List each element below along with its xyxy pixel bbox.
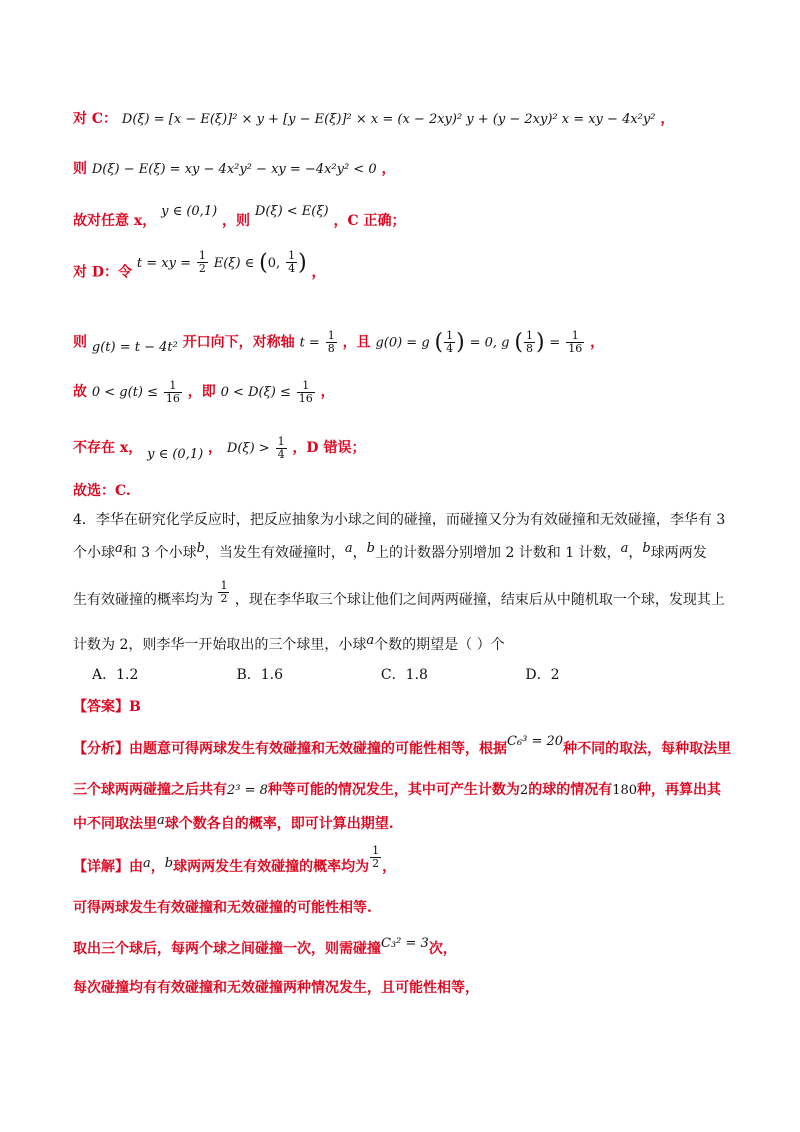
combination-formula: C₃² = 3 bbox=[381, 936, 429, 951]
text-fragment: 种等可能的情况发生，其中可产生计数为 bbox=[267, 782, 520, 798]
then-label: 则 bbox=[73, 161, 87, 177]
text-fragment: 三个球两两碰撞之后共有 bbox=[73, 782, 227, 798]
text-fragment: ，现在李华取三个球让他们之间两两碰撞，结束后从中随机取一个球，发现其上 bbox=[234, 592, 725, 609]
text: 不存在 x， bbox=[73, 440, 143, 457]
text: 故 bbox=[73, 384, 87, 401]
text-fragment bbox=[164, 380, 182, 404]
text-fragment: 2 bbox=[198, 262, 206, 275]
text-fragment: 16 bbox=[298, 391, 313, 405]
text-fragment: a bbox=[157, 813, 165, 828]
text-fragment: ( bbox=[259, 250, 268, 275]
combination-formula: C₆³ = 20 bbox=[507, 734, 564, 749]
option-a[interactable]: A．1.2 bbox=[92, 667, 139, 683]
inequality-formula: D(ξ) < E(ξ) bbox=[254, 204, 329, 219]
t-range: E(ξ) ∈ bbox=[213, 255, 255, 271]
text-fragment: 球两两发 bbox=[650, 545, 707, 561]
text-fragment: ( bbox=[514, 330, 523, 355]
answer-label: 【答案】B bbox=[73, 699, 141, 715]
option-d[interactable]: D．2 bbox=[525, 667, 560, 683]
d-conclusion-line bbox=[73, 435, 740, 463]
text: ，D 错误； bbox=[292, 440, 366, 457]
question-4-line-4 bbox=[73, 634, 740, 654]
detail-line-4 bbox=[73, 977, 740, 997]
text-fragment bbox=[276, 436, 287, 460]
text-fragment: b bbox=[642, 541, 651, 556]
text-fragment bbox=[297, 380, 315, 404]
text-fragment bbox=[566, 330, 584, 354]
text: ，则 bbox=[222, 213, 251, 229]
question-4-line-3 bbox=[73, 579, 740, 612]
text-fragment: 4 bbox=[277, 447, 285, 461]
power-formula: 2³ = 8 bbox=[227, 783, 268, 798]
text-fragment: ， bbox=[352, 545, 367, 561]
text-fragment: b bbox=[164, 856, 174, 872]
difference-line bbox=[73, 158, 740, 178]
option-c-label: 对 C： bbox=[73, 111, 118, 127]
text: ，即 bbox=[187, 384, 216, 401]
g-value: g(0) = g bbox=[375, 335, 430, 351]
text-fragment: ( bbox=[434, 330, 444, 355]
option-c-analysis-line bbox=[73, 108, 740, 128]
range-line bbox=[73, 380, 740, 404]
text-fragment: 1 bbox=[372, 844, 380, 857]
text-fragment bbox=[524, 330, 535, 354]
text-fragment: ) bbox=[456, 330, 465, 355]
text-fragment: 1 bbox=[220, 579, 228, 592]
analysis-line-2 bbox=[73, 779, 740, 799]
function-line bbox=[73, 330, 740, 355]
fraction-half bbox=[197, 250, 208, 274]
text-fragment: ，当发生有效碰撞时， bbox=[204, 545, 345, 561]
text: 则 bbox=[73, 334, 87, 351]
text-fragment: 4 bbox=[288, 262, 296, 275]
text-fragment: ) bbox=[298, 250, 307, 275]
text-fragment: 1 bbox=[327, 329, 335, 343]
text-fragment: b bbox=[366, 541, 375, 556]
text-fragment: 个数的期望是（ ）个 bbox=[374, 637, 505, 653]
choose-answer: 故选：C. bbox=[73, 483, 131, 499]
answer-line bbox=[73, 696, 740, 716]
text-fragment: 【详解】由 bbox=[73, 859, 143, 876]
text-fragment: 计数为 2，则李华一开始取出的三个球里，小球 bbox=[73, 637, 367, 653]
text-fragment: 球两两发生有效碰撞的概率均为 bbox=[173, 859, 370, 876]
text-fragment: 1 bbox=[288, 249, 296, 263]
text: ，C 正确； bbox=[333, 213, 406, 229]
question-4-line-2 bbox=[73, 542, 740, 562]
punctuation: ， bbox=[381, 161, 396, 177]
text: 开口向下，对称轴 bbox=[182, 334, 295, 351]
text-fragment: 1 bbox=[525, 329, 533, 343]
equals: = bbox=[549, 335, 561, 351]
text-fragment: 种，再算出其 bbox=[637, 782, 722, 798]
text-fragment: 1 bbox=[566, 330, 584, 343]
text-fragment: 8 bbox=[525, 342, 533, 355]
analysis-line-3 bbox=[73, 813, 740, 833]
text-fragment: 1 bbox=[446, 329, 454, 343]
text-fragment: 1 bbox=[277, 435, 285, 448]
text-fragment: , bbox=[276, 255, 281, 271]
g-range: 0 < g(t) ≤ bbox=[91, 385, 159, 401]
text-fragment: 16 bbox=[568, 342, 583, 355]
text-fragment: a bbox=[344, 541, 353, 556]
g-function: g(t) = t − 4t² bbox=[91, 339, 178, 355]
text-fragment: 180 bbox=[612, 783, 638, 798]
g-value-2: = 0, g bbox=[469, 335, 510, 351]
detail-line-2 bbox=[73, 897, 740, 917]
text-fragment bbox=[444, 330, 455, 354]
text-fragment: ， bbox=[150, 859, 165, 876]
difference-formula: D(ξ) − E(ξ) = xy − 4x²y² − xy = −4x²y² < 0 bbox=[91, 162, 377, 177]
text-fragment: 每次碰撞均有有效碰撞和无效碰撞两种情况发生，且可能性相等， bbox=[73, 980, 479, 996]
option-d-label: 对 D：令 bbox=[73, 264, 133, 281]
option-c[interactable]: C．1.8 bbox=[380, 667, 428, 683]
text-fragment: 个小球 bbox=[73, 545, 115, 561]
text-fragment: ) bbox=[535, 330, 545, 355]
punctuation: ， bbox=[660, 111, 675, 127]
axis-formula: t = bbox=[299, 335, 320, 351]
d-range: 0 < D(ξ) ≤ bbox=[220, 385, 291, 401]
t-definition: t = xy = bbox=[136, 255, 191, 271]
text-fragment: a bbox=[143, 856, 151, 872]
text-fragment: 1 bbox=[164, 380, 182, 393]
text-fragment: 和 3 个小球 bbox=[122, 545, 197, 561]
text-fragment: 球个数各自的概率，即可计算出期望. bbox=[164, 816, 394, 832]
text-fragment: 取出三个球后，每两个球之间碰撞一次，则需碰撞 bbox=[73, 941, 381, 957]
text: 故对任意 x， bbox=[73, 213, 157, 229]
text-fragment: 的球的情况有 bbox=[528, 782, 613, 798]
answer-options bbox=[92, 664, 740, 684]
text-fragment: ， bbox=[628, 545, 643, 561]
text-fragment: 4 bbox=[446, 342, 454, 355]
text-fragment: 16 bbox=[165, 391, 180, 405]
detail-line-3 bbox=[73, 938, 740, 958]
text-fragment bbox=[370, 845, 381, 869]
fraction-half bbox=[218, 580, 229, 604]
punctuation: ， bbox=[311, 264, 326, 281]
fraction-quarter bbox=[286, 250, 297, 274]
text-fragment: 种不同的取法，每种取法里 bbox=[563, 741, 732, 757]
detail-line-1 bbox=[73, 844, 740, 879]
fraction-eighth bbox=[326, 330, 337, 354]
punctuation: ， bbox=[320, 384, 335, 401]
text-fragment: 中不同取法里 bbox=[73, 816, 157, 832]
text-fragment: 2 bbox=[220, 591, 228, 605]
punctuation: ， bbox=[590, 334, 605, 351]
text: ，且 bbox=[342, 334, 371, 351]
question-text: 4．李华在研究化学反应时，把反应抽象为小球之间的碰撞，而碰撞又分为有效碰撞和无效碰撞，李华有 3 bbox=[73, 512, 726, 528]
var-b: b bbox=[196, 541, 205, 556]
condition-formula: y ∈ (0,1) bbox=[147, 447, 204, 463]
text-fragment: 1 bbox=[198, 249, 206, 263]
text-fragment bbox=[136, 249, 312, 275]
question-4-line-1 bbox=[73, 509, 740, 529]
inequality-formula: D(ξ) > bbox=[226, 441, 270, 457]
text-fragment: 2 bbox=[519, 783, 529, 798]
var-a: a bbox=[115, 541, 123, 556]
text-fragment: 0 bbox=[267, 255, 277, 271]
text-fragment: 8 bbox=[327, 342, 335, 355]
text-fragment: 【分析】由题意可得两球发生有效碰撞和无效碰撞的可能性相等，根据 bbox=[73, 741, 507, 757]
variance-formula: D(ξ) = [x − E(ξ)]² × y + [y − E(ξ)]² × x = (x − 2xy)² y + (y − 2xy)² x = xy − 4x²y² bbox=[121, 112, 656, 127]
text-fragment: 可得两球发生有效碰撞和无效碰撞的可能性相等. bbox=[73, 900, 372, 916]
text-fragment: 次， bbox=[428, 941, 457, 957]
text-fragment: 1 bbox=[297, 380, 315, 393]
option-d-line bbox=[73, 249, 740, 285]
text-fragment: a bbox=[366, 633, 375, 648]
text-fragment: 2 bbox=[372, 856, 380, 870]
choose-line bbox=[73, 480, 740, 500]
condition-formula: y ∈ (0,1) bbox=[161, 204, 218, 219]
text-fragment: 生有效碰撞的概率均为 bbox=[73, 592, 213, 609]
option-b[interactable]: B．1.6 bbox=[236, 667, 284, 683]
text-fragment: 上的计数器分别增加 2 计数和 1 计数， bbox=[375, 545, 621, 561]
text-fragment: a bbox=[620, 541, 629, 556]
c-conclusion-line bbox=[73, 204, 740, 230]
text: ， bbox=[208, 440, 223, 457]
text-fragment: ， bbox=[382, 859, 397, 876]
analysis-line-1 bbox=[73, 734, 740, 758]
